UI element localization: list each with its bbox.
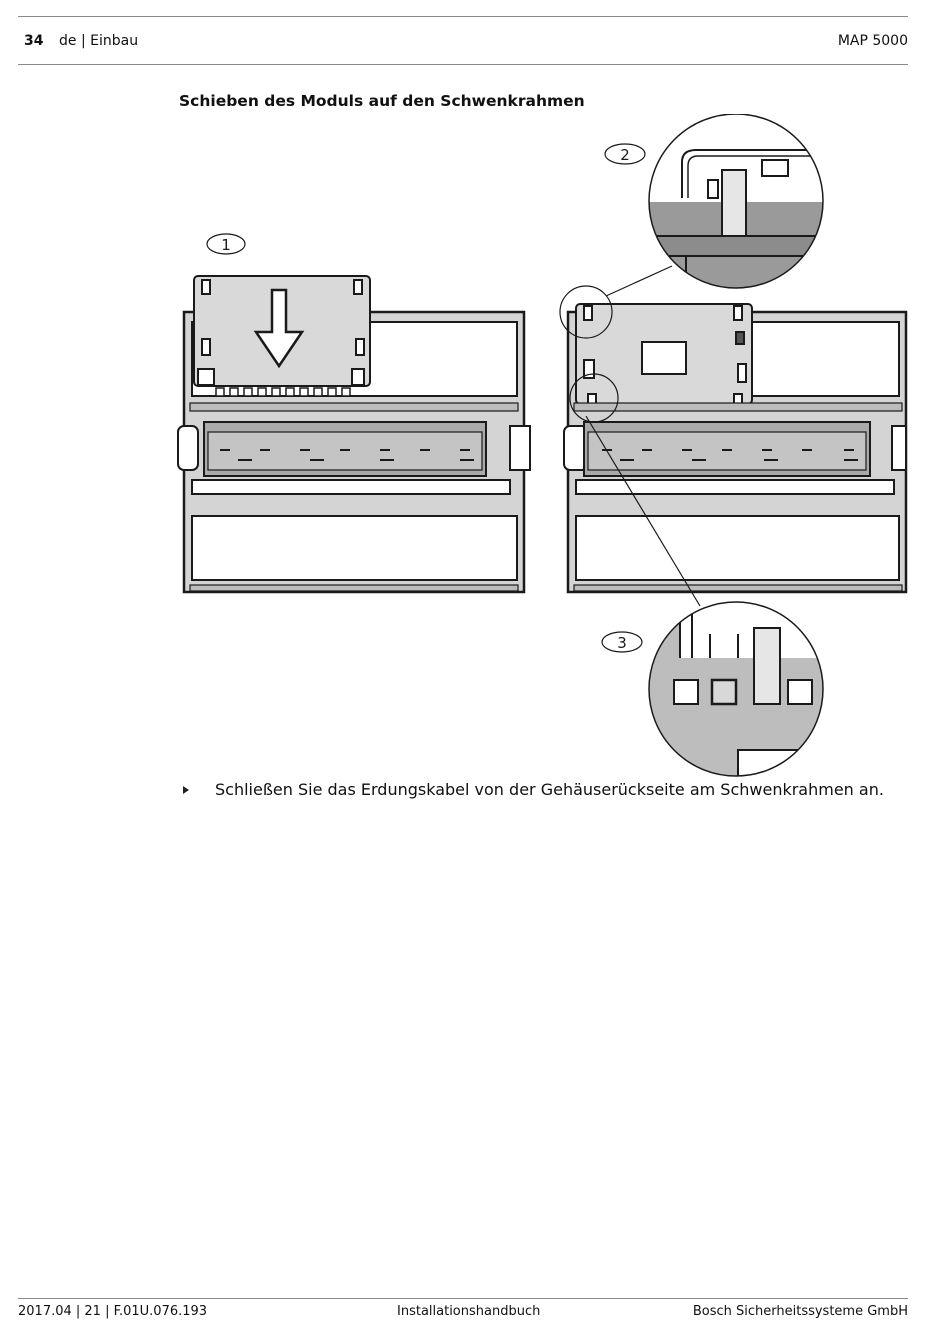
- footer-rule: [18, 1298, 908, 1299]
- module-right: [576, 304, 752, 408]
- callout-2-label: 2: [620, 146, 630, 164]
- callout-1-label: 1: [221, 236, 231, 254]
- product-name: MAP 5000: [837, 33, 908, 49]
- vent-row-left-top: [190, 403, 518, 411]
- callout-3: [602, 632, 642, 652]
- figure-heading: Schieben des Moduls auf den Schwenkrahmen: [179, 92, 585, 110]
- instruction-text: Schließen Sie das Erdungskabel von der Gehäuserückseite am Schwenkrahmen an.: [215, 780, 884, 799]
- company-name: Bosch Sicherheitssysteme GmbH: [692, 1304, 908, 1319]
- module-left: [194, 276, 370, 396]
- document-type: Installationshandbuch: [397, 1304, 541, 1319]
- callout-2: [605, 144, 645, 164]
- callout-1: [207, 234, 245, 254]
- callout-3-label: 3: [617, 634, 627, 652]
- zoom-detail-3: [646, 602, 830, 784]
- instruction-step: [183, 780, 884, 799]
- header-rule-top: [18, 16, 908, 17]
- document-code: 2017.04 | 21 | F.01U.076.193: [18, 1304, 208, 1319]
- zoom-detail-2: [646, 114, 826, 294]
- header-rule-bottom: [18, 64, 908, 65]
- page-number: 34: [24, 33, 44, 49]
- bullet-triangle-icon: [183, 786, 189, 794]
- swing-frame-left: [178, 276, 530, 592]
- installation-figure: [176, 114, 916, 784]
- section-title: de | Einbau: [59, 33, 139, 49]
- swing-frame-right: [564, 304, 906, 592]
